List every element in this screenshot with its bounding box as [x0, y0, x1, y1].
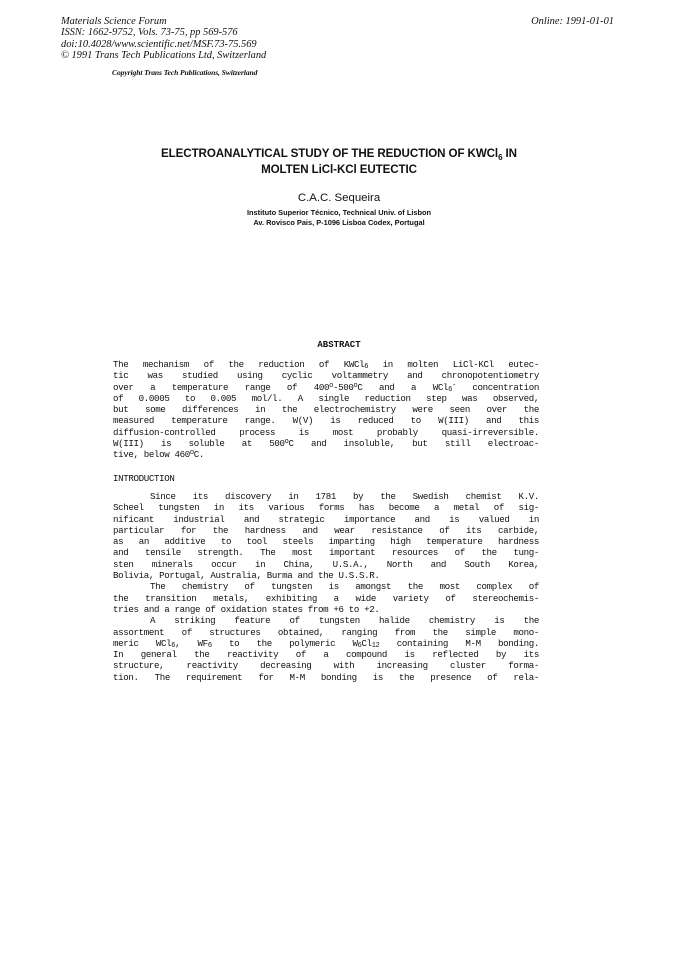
affiliation-line-1: Instituto Superior Técnico, Technical Univ. of Lisbon	[246, 208, 432, 217]
journal-name: Materials Science Forum	[61, 16, 167, 27]
introduction-body	[113, 491, 539, 683]
intro-line: the transition metals, exhibiting a wide variety of stereochemis-	[113, 592, 539, 604]
journal-header	[61, 16, 421, 62]
author-name: C.A.C. Sequeira	[297, 192, 381, 204]
abstract-line: tic was studied using cyclic voltammetry and chronopotentiometry	[113, 370, 539, 382]
intro-line: A striking feature of tungsten halide chemistry is the	[150, 615, 539, 627]
intro-line: The chemistry of tungsten is amongst the most complex of	[150, 581, 539, 593]
intro-line: sten minerals occur in China, U.S.A., North and South Korea,	[113, 558, 539, 570]
paper-title	[100, 146, 578, 177]
abstract-line: over a temperature range of 400$^o$-500$^o$C and a WCl$_6$- concentration	[113, 381, 540, 394]
intro-line: structure, reactivity decreasing with increasing cluster forma-	[113, 660, 539, 672]
abstract-line: tive, below 460$^o$C.	[113, 449, 205, 461]
copyright-line: © 1991 Trans Tech Publications Ltd, Switzerland	[61, 50, 267, 62]
abstract-line: measured temperature range. W(V) is reduced to W(III) and this	[113, 415, 539, 427]
intro-line: nificant industrial and strategic importance and is valued in	[113, 513, 539, 525]
title-line-2: MOLTEN LiCl-KCl EUTECTIC	[261, 163, 417, 176]
intro-line: tion. The requirement for M-M bonding is the presence of rela-	[113, 671, 539, 683]
abstract-body	[113, 359, 539, 461]
abstract-line: of 0.0005 to 0.005 mol/l. A single reduction step was observed,	[113, 392, 539, 404]
intro-line: assortment of structures obtained, ranging from the simple mono-	[113, 626, 539, 638]
doi-line: doi:10.4028/www.scientific.net/MSF.73-75.569	[61, 38, 257, 50]
abstract-line: but some differences in the electrochemistry were seen over the	[113, 404, 539, 416]
intro-line: Bolivia, Portugal, Australia, Burma and the U.S.S.R.	[113, 570, 380, 582]
intro-line: tries and a range of oxidation states from +6 to +2.	[113, 603, 380, 615]
abstract-heading: ABSTRACT	[317, 340, 361, 350]
abstract-line: diffusion-controlled process is most probably quasi-irreversible.	[113, 426, 539, 438]
intro-line: particular for the hardness and wear resistance of its carbide,	[113, 524, 539, 536]
abstract-line: The mechanism of the reduction of KWCl$_6$ in molten LiCl-KCl eutec-	[113, 359, 539, 371]
copyright-note: Copyright Trans Tech Publications, Switzerland	[112, 68, 258, 77]
intro-line: Scheel tungsten in its various forms has become a metal of sig-	[113, 502, 539, 514]
affiliation-line-2: Av. Rovisco Pais, P-1096 Lisboa Codex, Portugal	[253, 218, 425, 228]
intro-line: Since its discovery in 1781 by the Swedish chemist K.V.	[150, 491, 539, 502]
intro-line: and tensile strength. The most important resources of the tung-	[113, 547, 539, 559]
issn-line: ISSN: 1662-9752, Vols. 73-75, pp 569-576	[61, 27, 238, 39]
online-date: Online: 1991-01-01	[531, 16, 614, 27]
affiliation	[100, 208, 578, 229]
introduction-heading: INTRODUCTION	[113, 473, 175, 484]
abstract-line: W(III) is soluble at 500$^o$C and insoluble, but still electroac-	[113, 438, 539, 450]
intro-line: In general the reactivity of a compound is reflected by its	[113, 649, 539, 661]
intro-line: as an additive to tool steels imparting high temperature hardness	[113, 536, 539, 548]
intro-line: meric WCl$_6$, $WF_6$ to the polymeric $W_6Cl_{12}$ containing M-M bonding.	[113, 637, 539, 650]
title-line-1: ELECTROANALYTICAL STUDY OF THE REDUCTION OF KWCl$_6$ IN	[161, 147, 517, 162]
